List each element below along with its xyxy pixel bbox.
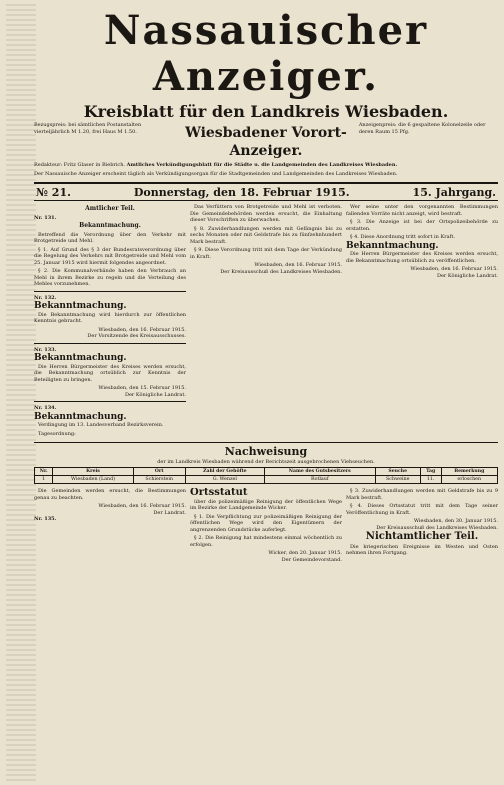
signature: Der Königliche Landrat. [124, 391, 186, 398]
table-cell: 1 [35, 476, 53, 484]
paragraph: Die Herren Bürgermeister des Kreises werden ersucht, die Bekanntmachung ortsüblich zur Kenntnis der Beteiligten zu bringen. [34, 363, 186, 383]
table-cell: Schierstein [133, 476, 185, 484]
ordinance-subtitle: über die polizeimäßige Reinigung der öffentlichen Wege im Bezirke der Landgemeinde Wicker. [190, 498, 342, 511]
divider [34, 291, 186, 292]
masthead-subtitle2: Wiesbadener Vorort-Anzeiger. [185, 125, 347, 159]
paragraph: Die Bekanntmachung wird hierdurch zur öffentlichen Kenntnis gebracht. [34, 311, 186, 324]
table-header: Tag [420, 468, 441, 476]
official-part-heading: Amtlicher Teil. [85, 205, 135, 212]
report-table [34, 467, 498, 484]
column-1 [34, 204, 186, 439]
adjacent-page-edge [6, 4, 36, 781]
upper-columns [34, 204, 498, 439]
issue-year: 15. Jahrgang. [412, 185, 496, 199]
table-cell: G. Wenzel [185, 476, 264, 484]
table-cell: Wiesbaden (Land) [53, 476, 133, 484]
masthead-info-row [34, 122, 498, 160]
table-cell: Schweine [375, 476, 420, 484]
table-header: Name des Gutsbesitzers [264, 468, 375, 476]
table-header-row [35, 468, 498, 476]
paragraph: § 8. Zuwiderhandlungen werden mit Gefängnis bis zu sechs Monaten oder mit Geldstrafe bis zu fünfzehnhundert Mark bestraft. [190, 225, 342, 245]
divider [34, 401, 186, 402]
newspaper-page [6, 4, 498, 781]
paragraph: § 1. Die Verpflichtung zur polizeimäßigen Reinigung der öffentlichen Wege wird den Eigentümern der angrenzenden Grundstücke auferlegt. [190, 513, 342, 533]
table-cell: 11. [420, 476, 441, 484]
signature: Der Kreisausschuß des Landkreises Wiesbaden. [220, 268, 342, 275]
dateline [34, 182, 498, 201]
signature: Der Vorsitzende des Kreisausschusses. [87, 333, 186, 339]
column-2 [190, 204, 342, 439]
page-content [34, 4, 498, 781]
place-date: Wiesbaden, den 16. Februar 1915. [254, 262, 342, 268]
paragraph: Verdingung im 13. Landesverband Bezirksverein. [38, 422, 164, 428]
paragraph: § 4. Dieses Ortsstatut tritt mit dem Tage seiner Veröffentlichung in Kraft. [346, 503, 498, 516]
paragraph: § 9. Diese Verordnung tritt mit dem Tage der Verkündung in Kraft. [190, 247, 342, 260]
paragraph: Die Gemeinden werden ersucht, die Bestimmungen genau zu beachten. [34, 488, 186, 501]
place-date: Wiesbaden, den 30. Januar 1915. [413, 518, 498, 524]
lower-column-2 [190, 488, 342, 563]
paragraph: § 3. Zuwiderhandlungen werden mit Geldstrafe bis zu 9 Mark bestraft. [346, 488, 498, 501]
notice-headline: Bekanntmachung. [34, 353, 127, 363]
notice-subheadline: Betreffend die Verordnung über den Verkehr mit Brotgetreide und Mehl. [34, 231, 186, 244]
report-title: Nachweisung [224, 445, 308, 458]
place-date: Wiesbaden, den 16. Februar 1915. [98, 503, 186, 509]
notice-number: Nr. 133. [34, 346, 57, 353]
masthead-subtitle: Kreisblatt für den Landkreis Wiesbaden. [83, 102, 449, 121]
paragraph: § 4. Diese Anordnung tritt sofort in Kraft. [350, 234, 456, 240]
place-date: Wiesbaden, den 16. Februar 1915. [98, 326, 186, 333]
table-cell: Rotlauf [264, 476, 375, 484]
notice-number: Nr. 135. [34, 516, 57, 522]
place-date: Wicker, den 20. Januar 1915. [268, 550, 342, 556]
advertising-info: Anzeigenpreis: die 6 gespaltene Kolonelzeile oder deren Raum 15 Pfg. [358, 122, 486, 135]
place-date: Wiesbaden, den 16. Februar 1915. [410, 266, 498, 272]
paragraph: Wer seine unter den vorgenannten Bestimmungen fallenden Vorräte nicht anzeigt, wird bestraft. [346, 204, 498, 217]
table-header: Zahl der Gehöfte [185, 468, 264, 476]
masthead-title: Nassauischer Anzeiger. [103, 7, 429, 100]
paragraph: § 1. Auf Grund des § 3 der Bundesratsverordnung über die Regelung des Verkehrs mit Brotgetreide und Mehl vom 25. Januar 1915 wird hiermit folgendes angeordnet. [34, 246, 186, 266]
distribution-line: Der Nassauische Anzeiger erscheint täglich als Verkündigungsorgan für die Stadtgemeinden und Landgemeinden des Landkreises Wiesbaden. [34, 171, 398, 177]
notice-headline: Bekanntmachung. [346, 240, 439, 251]
table-header: Seuche [375, 468, 420, 476]
column-3 [346, 204, 498, 439]
notice-number: Nr. 131. [34, 214, 57, 221]
paragraph: Tagesordnung: [38, 430, 76, 437]
issue-number: № 21. [36, 185, 71, 199]
official-notice: Amtliches Verkündigungsblatt für die Städte u. die Landgemeinden des Landkreises Wiesbaden. [126, 162, 398, 168]
lower-columns [34, 488, 498, 563]
paragraph: Die kriegerischen Ereignisse im Westen und Osten nehmen ihren Fortgang. [346, 543, 498, 556]
editorial-line [34, 162, 498, 169]
table-cell: erloschen [441, 476, 497, 484]
issue-date: Donnerstag, den 18. Februar 1915. [133, 185, 350, 199]
lower-column-3 [346, 488, 498, 563]
report-subtitle: der im Landkreis Wiesbaden während der Berichtszeit ausgebrochenen Viehseuchen. [157, 459, 375, 465]
lower-column-1 [34, 488, 186, 563]
signature: Der Gemeindevorstand. [281, 556, 342, 563]
subscription-info: Bezugspreis: bei sämtlichen Postanstalten vierteljährlich M 1.20, frei Haus M 1.50. [34, 122, 142, 135]
signature: Der Königliche Landrat. [436, 272, 498, 279]
notice-headline: Bekanntmachung. [34, 301, 127, 311]
notice-headline: Bekanntmachung. [34, 411, 127, 422]
paragraph: Das Verfüttern von Brotgetreide und Mehl ist verboten. Die Gemeindebehörden werden ersucht, die Einhaltung dieser Vorschriften zu überwachen. [190, 204, 342, 223]
place-date: Wiesbaden, den 15. Februar 1915. [98, 385, 186, 391]
nonofficial-part-heading: Nichtamtlicher Teil. [365, 531, 479, 542]
notice-headline: Bekanntmachung. [79, 222, 141, 229]
table-header: Nr. [35, 468, 53, 476]
table-header: Bemerkung [441, 468, 497, 476]
notice-number: Nr. 132. [34, 294, 57, 301]
table-header: Ort [133, 468, 185, 476]
table-header: Kreis [53, 468, 133, 476]
editor-name: Redakteur: Fritz Glaser in Biebrich. [34, 162, 125, 168]
signature: Der Kreisausschuß des Landkreises Wiesbaden. [376, 524, 498, 531]
table-row [35, 476, 498, 484]
paragraph: § 3. Die Anzeige ist bei der Ortspolizeibehörde zu erstatten. [346, 219, 498, 232]
signature: Der Landrat. [153, 509, 186, 516]
divider [34, 343, 186, 344]
paragraph: Die Herren Bürgermeister des Kreises werden ersucht, die Bekanntmachung ortsüblich zu veröffentlichen. [346, 251, 498, 264]
livestock-disease-report [34, 442, 498, 484]
notice-number: Nr. 134. [34, 405, 57, 411]
paragraph: § 2. Die Reinigung hat mindestens einmal wöchentlich zu erfolgen. [190, 535, 342, 548]
paragraph: § 2. Die Kommunalverbände haben den Verbrauch an Mehl in ihrem Bezirke zu regeln und die Verteilung des Mehles vorzunehmen. [34, 268, 186, 287]
ordinance-title: Ortsstatut [190, 488, 248, 498]
